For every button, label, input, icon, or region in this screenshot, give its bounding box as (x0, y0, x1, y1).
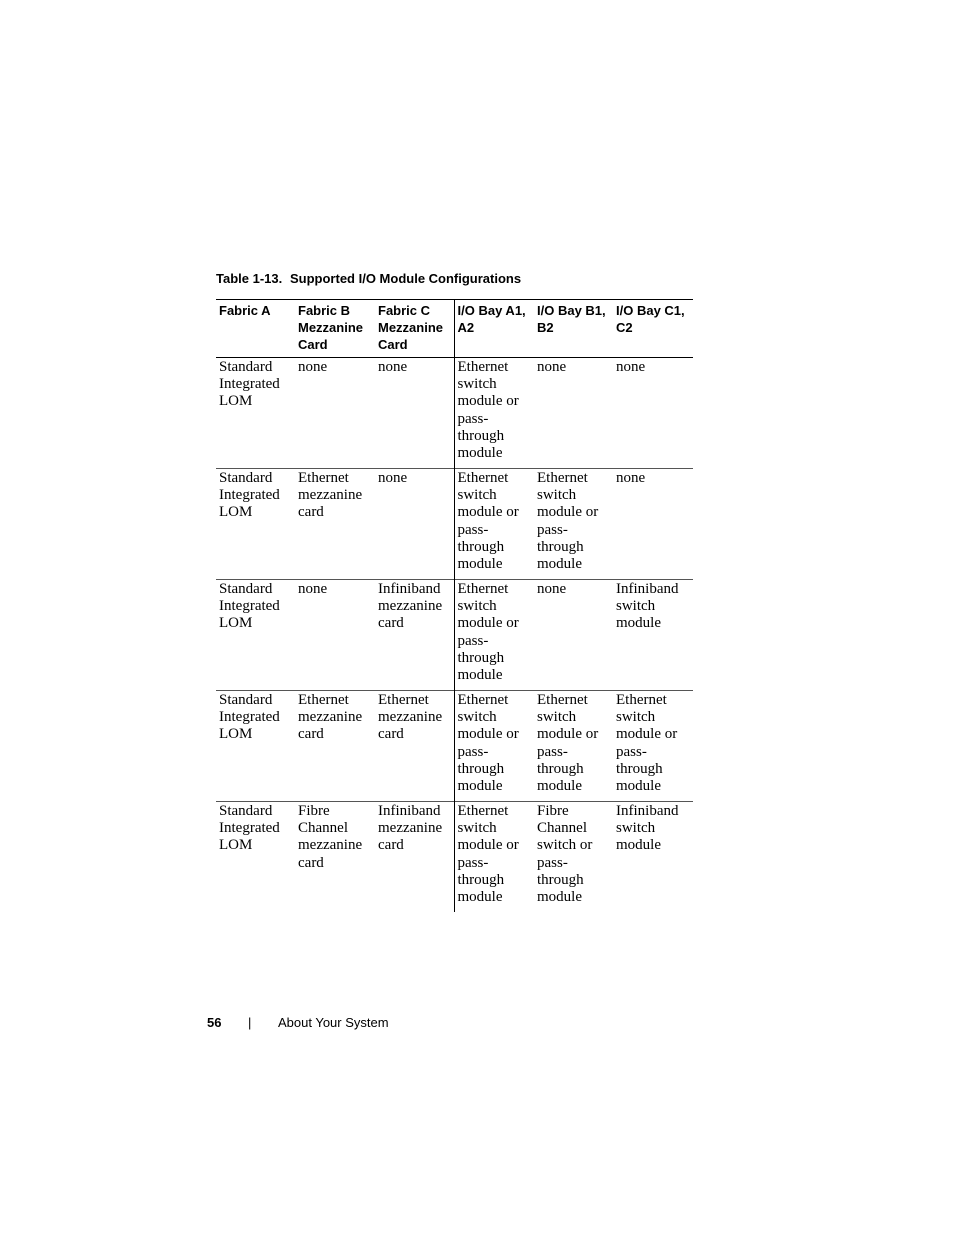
table-cell: Ethernet switch module or pass-through module (537, 470, 599, 573)
table-cell: Standard Integrated LOM (219, 692, 280, 743)
table-cell: Ethernet mezzanine card (298, 692, 363, 743)
table-cell: Infiniband mezzanine card (378, 581, 443, 632)
header-fabric-c: Fabric C Mezzanine Card (378, 303, 444, 352)
table-cell: none (298, 581, 328, 597)
table-cell: Infiniband switch module (616, 803, 679, 854)
header-io-bay-a: I/O Bay A1, A2 (454, 300, 534, 358)
table-cell: Fibre Channel mezzanine card (298, 803, 363, 871)
table-cell: Ethernet switch module or pass-through module (454, 358, 534, 469)
table-number: Table 1-13. (216, 271, 283, 286)
section-title: About Your System (278, 1015, 389, 1030)
table-cell: Infiniband switch module (616, 581, 679, 632)
table-cell: Ethernet mezzanine card (298, 470, 363, 521)
table-cell: Ethernet switch module or pass-through module (454, 691, 534, 802)
table-cell: Ethernet mezzanine card (378, 692, 443, 743)
footer-separator: | (248, 1015, 252, 1030)
table-row (216, 358, 693, 469)
table-row (216, 580, 693, 691)
table-cell: none (616, 470, 646, 486)
table-cell: none (616, 359, 646, 375)
table-cell: none (537, 359, 567, 375)
table-cell: Fibre Channel switch or pass-through module (537, 803, 593, 906)
header-fabric-a: Fabric A (219, 303, 271, 318)
page-number: 56 (207, 1015, 222, 1030)
table-cell: none (298, 359, 328, 375)
table-cell: none (537, 581, 567, 597)
table-cell: Ethernet switch module or pass-through module (454, 469, 534, 580)
table-title: Supported I/O Module Configurations (290, 271, 522, 286)
table-cell: Standard Integrated LOM (219, 359, 280, 410)
table-cell: Standard Integrated LOM (219, 581, 280, 632)
table-cell: Standard Integrated LOM (219, 803, 280, 854)
table-cell: Ethernet switch module or pass-through module (454, 580, 534, 691)
table-cell: none (378, 359, 408, 375)
table-cell: Ethernet switch module or pass-through module (454, 802, 534, 913)
table-caption (216, 271, 521, 286)
table-cell: Infiniband mezzanine card (378, 803, 443, 854)
table-row (216, 691, 693, 802)
table-row (216, 802, 693, 913)
io-module-table (216, 299, 693, 912)
header-row (216, 300, 693, 358)
header-io-bay-b: I/O Bay B1, B2 (537, 303, 606, 335)
header-fabric-b: Fabric B Mezzanine Card (298, 303, 364, 352)
config-table (216, 299, 693, 912)
table-cell: Standard Integrated LOM (219, 470, 280, 521)
table-cell: none (378, 470, 408, 486)
table-cell: Ethernet switch module or pass-through module (537, 692, 599, 795)
header-io-bay-c: I/O Bay C1, C2 (616, 303, 685, 335)
table-cell: Ethernet switch module or pass-through module (616, 692, 678, 795)
table-row (216, 469, 693, 580)
